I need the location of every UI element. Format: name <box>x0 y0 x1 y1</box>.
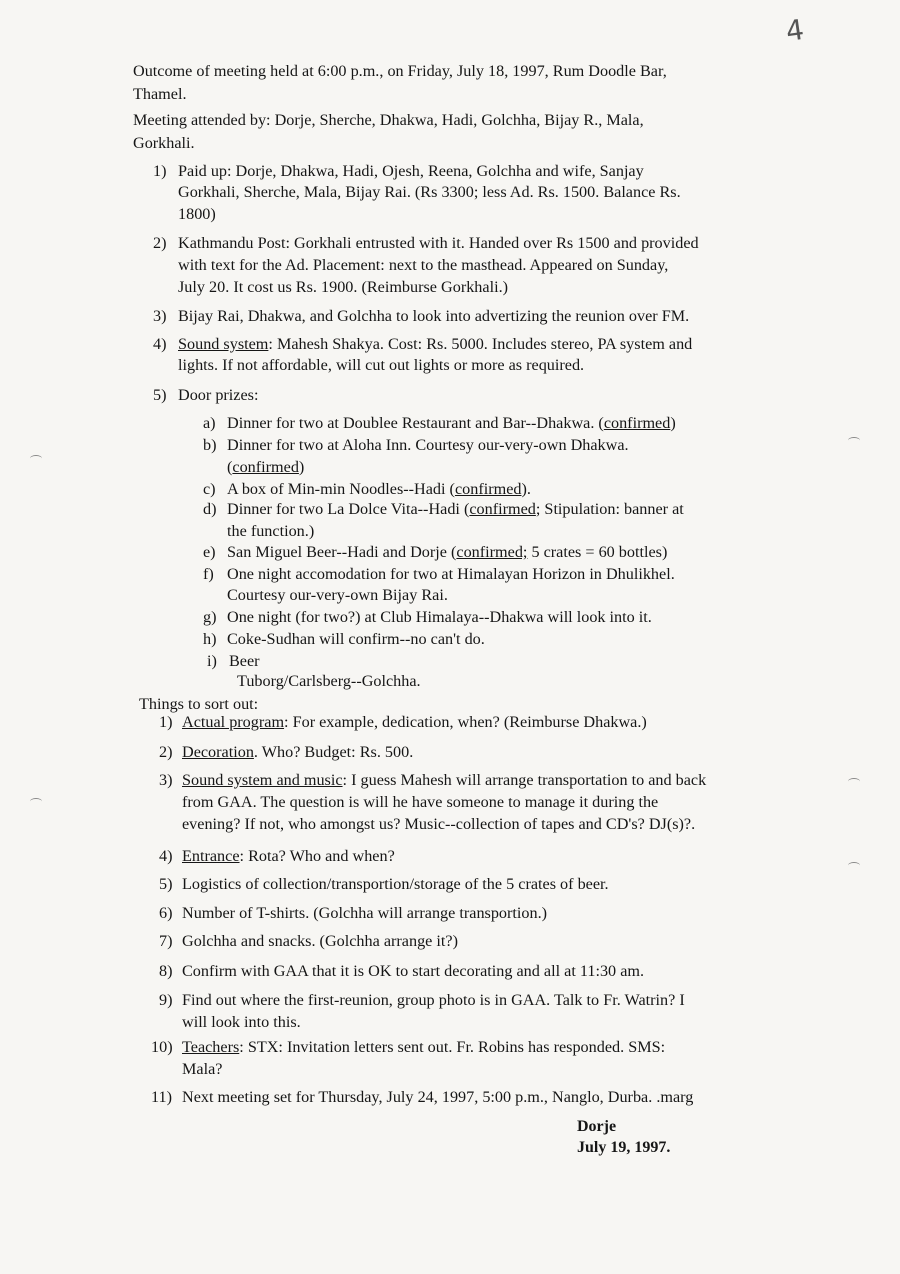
page-number-mark: 4 <box>783 12 807 49</box>
task-number: 7) <box>159 932 173 950</box>
prize-letter: b) <box>203 436 217 454</box>
item-1-line-3: 1800) <box>178 205 216 223</box>
prize-letter: d) <box>203 500 217 518</box>
task-number: 4) <box>159 847 173 865</box>
item-1-line-2: Gorkhali, Sherche, Mala, Bijay Rai. (Rs 3300; less Ad. Rs. 1500. Balance Rs. <box>178 183 681 201</box>
task-number: 3) <box>159 771 173 789</box>
task-11-line: Next meeting set for Thursday, July 24, 1997, 5:00 p.m., Nanglo, Durba. .marg <box>182 1088 694 1106</box>
task-7-line: Golchha and snacks. (Golchha arrange it?) <box>182 932 458 950</box>
underlined-heading: Sound system <box>178 335 269 353</box>
task-1-line: Actual program: For example, dedication, when? (Reimburse Dhakwa.) <box>182 713 647 731</box>
attended-line-2: Gorkhali. <box>133 134 195 152</box>
door-prizes-heading: Door prizes: <box>178 386 259 404</box>
task-number: 8) <box>159 962 173 980</box>
item-4-line-1: Sound system: Mahesh Shakya. Cost: Rs. 5000. Includes stereo, PA system and <box>178 335 693 353</box>
task-5-line: Logistics of collection/transportion/storage of the 5 crates of beer. <box>182 875 609 893</box>
task-number: 1) <box>159 713 173 731</box>
task-2-line: Decoration. Who? Budget: Rs. 500. <box>182 743 414 761</box>
prize-g-line: One night (for two?) at Club Himalaya--Dhakwa will look into it. <box>227 608 652 626</box>
task-3-line-3: evening? If not, who amongst us? Music--collection of tapes and CD's? DJ(s)?. <box>182 815 696 833</box>
prize-i-line-2: Tuborg/Carlsberg--Golchha. <box>237 672 421 690</box>
prize-d-line-1: Dinner for two La Dolce Vita--Hadi (confirmed; Stipulation: banner at <box>227 500 684 518</box>
item-2-line-3: July 20. It cost us Rs. 1900. (Reimburse Gorkhali.) <box>178 278 509 296</box>
scan-speck <box>848 778 860 785</box>
prize-d-line-2: the function.) <box>227 522 315 540</box>
item-2-line-2: with text for the Ad. Placement: next to the masthead. Appeared on Sunday, <box>178 256 669 274</box>
task-number: 11) <box>151 1088 172 1106</box>
item-number: 1) <box>153 162 167 180</box>
task-4-line: Entrance: Rota? Who and when? <box>182 847 395 865</box>
attended-line-1: Meeting attended by: Dorje, Sherche, Dhakwa, Hadi, Golchha, Bijay R., Mala, <box>133 111 644 129</box>
task-3-line-1: Sound system and music: I guess Mahesh will arrange transportation to and back <box>182 771 707 789</box>
outcome-line-1: Outcome of meeting held at 6:00 p.m., on Friday, July 18, 1997, Rum Doodle Bar, <box>133 62 667 80</box>
prize-letter: e) <box>203 543 216 561</box>
item-number: 5) <box>153 386 167 404</box>
task-9-line-1: Find out where the first-reunion, group photo is in GAA. Talk to Fr. Watrin? I <box>182 991 685 1009</box>
prize-b-line-1: Dinner for two at Aloha Inn. Courtesy our-very-own Dhakwa. <box>227 436 629 454</box>
task-3-line-2: from GAA. The question is will he have someone to manage it during the <box>182 793 659 811</box>
prize-letter: g) <box>203 608 217 626</box>
scan-speck <box>848 437 860 444</box>
task-number: 2) <box>159 743 173 761</box>
task-number: 9) <box>159 991 173 1009</box>
prize-h-line: Coke-Sudhan will confirm--no can't do. <box>227 630 485 648</box>
outcome-line-2: Thamel. <box>133 85 187 103</box>
item-number: 4) <box>153 335 167 353</box>
task-10-line-2: Mala? <box>182 1060 223 1078</box>
scan-speck <box>848 862 860 869</box>
task-9-line-2: will look into this. <box>182 1013 301 1031</box>
prize-letter: a) <box>203 414 216 432</box>
signature-name: Dorje <box>577 1118 617 1135</box>
item-4-line-2: lights. If not affordable, will cut out lights or more as required. <box>178 356 585 374</box>
item-number: 2) <box>153 234 167 252</box>
prize-c-line: A box of Min-min Noodles--Hadi (confirmed). <box>227 480 531 498</box>
prize-f-line-2: Courtesy our-very-own Bijay Rai. <box>227 586 448 604</box>
prize-letter: c) <box>203 480 216 498</box>
sort-out-heading: Things to sort out: <box>139 695 259 713</box>
task-number: 5) <box>159 875 173 893</box>
prize-letter: i) <box>207 652 217 670</box>
item-2-line-1: Kathmandu Post: Gorkhali entrusted with it. Handed over Rs 1500 and provided <box>178 234 699 252</box>
item-3-line-1: Bijay Rai, Dhakwa, and Golchha to look into advertizing the reunion over FM. <box>178 307 690 325</box>
task-10-line-1: Teachers: STX: Invitation letters sent out. Fr. Robins has responded. SMS: <box>182 1038 666 1056</box>
task-6-line: Number of T-shirts. (Golchha will arrange transportion.) <box>182 904 548 922</box>
task-8-line: Confirm with GAA that it is OK to start decorating and all at 11:30 am. <box>182 962 645 980</box>
scan-speck <box>30 798 42 805</box>
scan-speck <box>30 455 42 462</box>
prize-a-line: Dinner for two at Doublee Restaurant and Bar--Dhakwa. (confirmed) <box>227 414 676 432</box>
signature-date: July 19, 1997. <box>577 1139 671 1156</box>
task-number: 6) <box>159 904 173 922</box>
item-number: 3) <box>153 307 167 325</box>
prize-letter: f) <box>203 565 214 583</box>
prize-letter: h) <box>203 630 217 648</box>
item-1-line-1: Paid up: Dorje, Dhakwa, Hadi, Ojesh, Reena, Golchha and wife, Sanjay <box>178 162 644 180</box>
prize-e-line: San Miguel Beer--Hadi and Dorje (confirmed; 5 crates = 60 bottles) <box>227 543 668 561</box>
prize-b-line-2: (confirmed) <box>227 458 305 476</box>
task-number: 10) <box>151 1038 173 1056</box>
prize-i-line-1: Beer <box>229 652 260 670</box>
prize-f-line-1: One night accomodation for two at Himalayan Horizon in Dhulikhel. <box>227 565 675 583</box>
